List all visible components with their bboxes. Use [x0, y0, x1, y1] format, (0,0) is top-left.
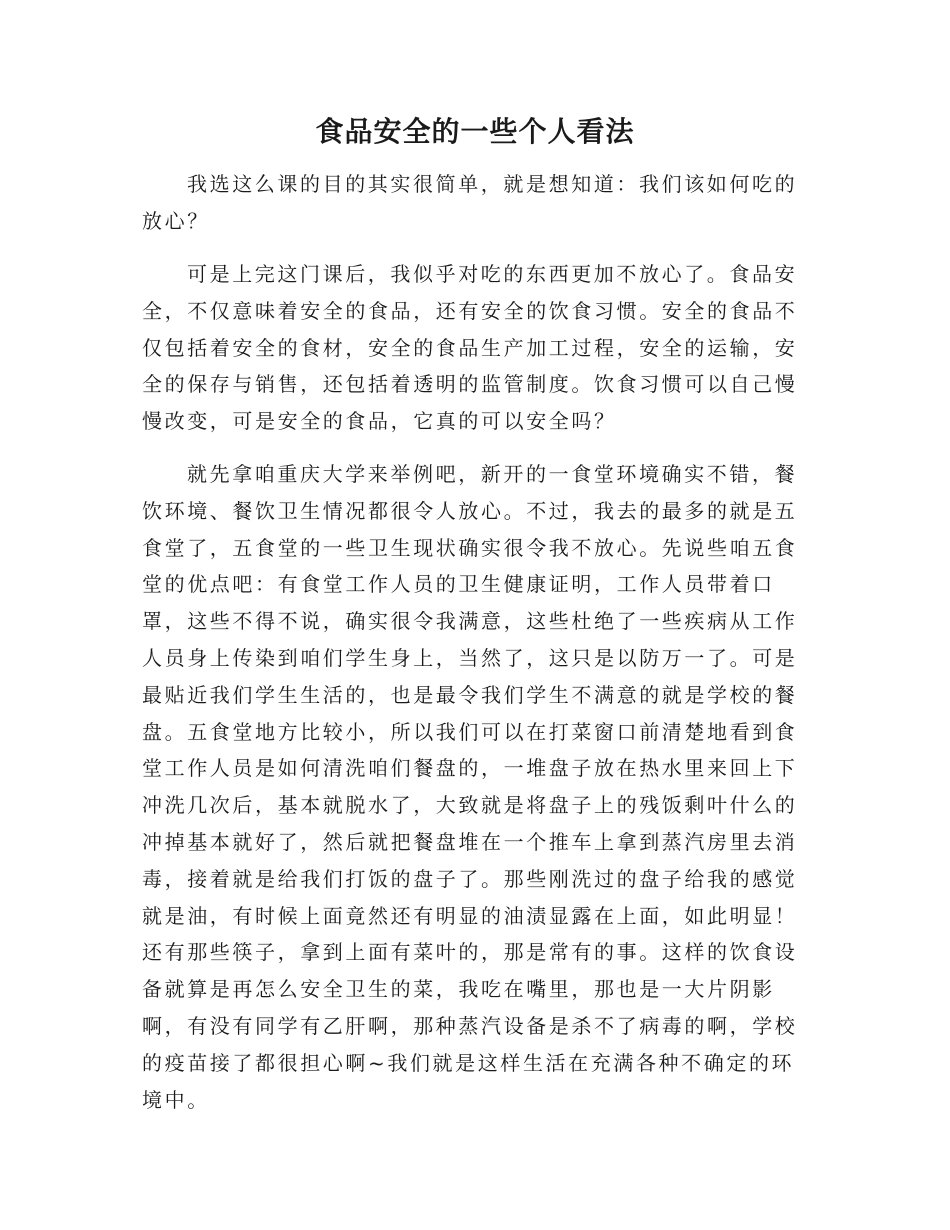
paragraph-1: 我选这么课的目的其实很简单，就是想知道：我们该如何吃的放心？: [142, 172, 798, 233]
paragraph-3: 就先拿咱重庆大学来举例吧，新开的一食堂环境确实不错，餐饮环境、餐饮卫生情况都很令人放心。不过，我去的最多的就是五食堂了，五食堂的一些卫生现状确实很令我不放心。先说些咱五食堂的优点吧：有食堂工作人员的卫生健康证明，工作人员带着口罩，这些不得不说，确实很令我满意，这些杜绝了一些疾病从工作人员身上传染到咱们学生身上，当然了，这只是以防万一了。可是最贴近我们学生生活的，也是最令我们学生不满意的就是学校的餐盘。五食堂地方比较小，所以我们可以在打菜窗口前清楚地看到食堂工作人员是如何清洗咱们餐盘的，一堆盘子放在热水里来回上下冲洗几次后，基本就脱水了，大致就是将盘子上的残饭剩叶什么的冲掉基本就好了，然后就把餐盘堆在一个推车上拿到蒸汽房里去消毒，接着就是给我们打饭的盘子了。那些刚洗过的盘子给我的感觉就是油，有时候上面竟然还有明显的油渍显露在上面，如此明显！还有那些筷子，拿到上面有菜叶的，那是常有的事。这样的饮食设备就算是再怎么安全卫生的菜，我吃在嘴里，那也是一大片阴影啊，有没有同学有乙肝啊，那种蒸汽设备是杀不了病毒的啊，学校的疫苗接了都很担心啊~我们就是这样生活在充满各种不确定的环境中。: [142, 462, 798, 1112]
paragraph-2: 可是上完这门课后，我似乎对吃的东西更加不放心了。食品安全，不仅意味着安全的食品，还有安全的饮食习惯。安全的食品不仅包括着安全的食材，安全的食品生产加工过程，安全的运输，安全的保存与销售，还包括着透明的监管制度。饮食习惯可以自己慢慢改变，可是安全的食品，它真的可以安全吗？: [142, 262, 798, 434]
document-title: 食品安全的一些个人看法: [315, 115, 635, 148]
